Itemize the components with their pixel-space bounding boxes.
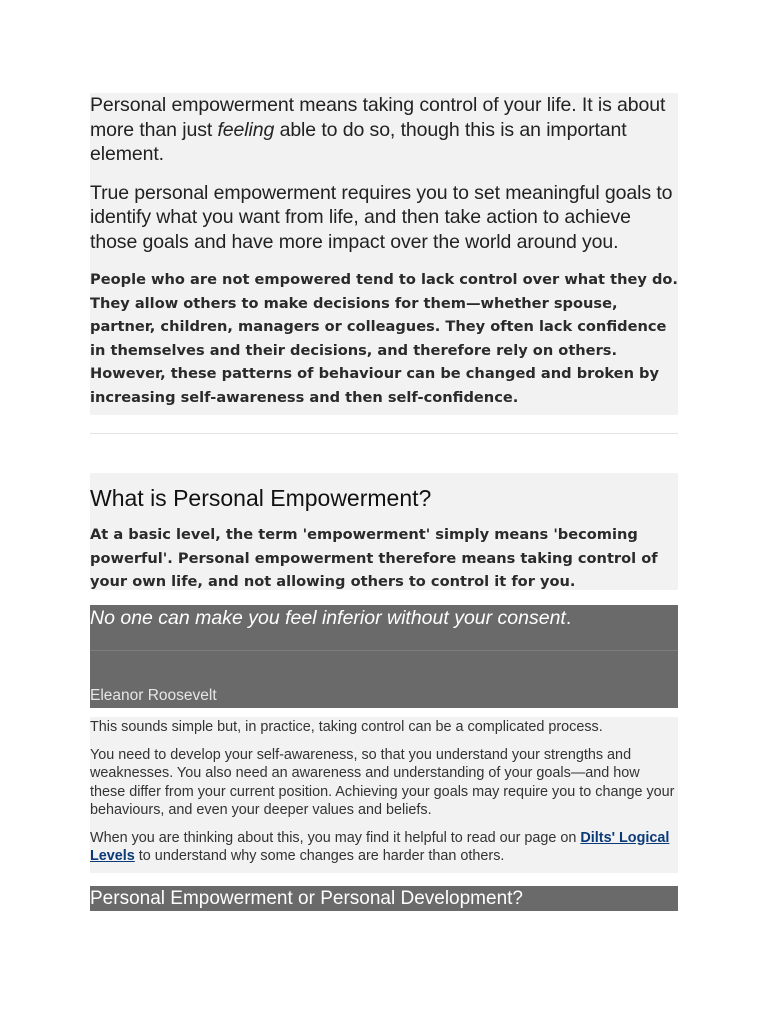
quote-text-main: No one can make you feel inferior without your consent — [90, 607, 566, 629]
next-section-heading: Personal Empowerment or Personal Development? — [90, 886, 678, 911]
intro-p1-text-b: able to do so, though this is an important element. — [90, 118, 627, 165]
body-paragraph-1: This sounds simple but, in practice, taking control can be a complicated process. — [90, 719, 603, 735]
body-section — [90, 717, 678, 873]
quote-separator — [90, 650, 678, 651]
quote-text — [90, 605, 678, 630]
intro-p1-text-a: Personal empowerment means taking control of your life. It is about more than just — [90, 94, 666, 141]
body-p3-text-a: When you are thinking about this, you may find it helpful to read our page on — [90, 829, 581, 846]
section-heading: What is Personal Empowerment? — [90, 485, 432, 511]
intro-p1-emphasis: feeling — [217, 118, 275, 141]
body-paragraph-2: You need to develop your self-awareness, so that you understand your strengths and weaknesses. You also need an awareness and understanding of your goals—and how these differ from your current position. Achieving your goals may require you to change your behaviours, and even your deeper values and beliefs. — [90, 746, 675, 818]
section-paragraph: At a basic level, the term 'empowerment' simply means 'becoming powerful'. Personal empowerment therefore means taking control of your own life, and not allowing others to control it for you. — [90, 526, 658, 590]
quote-box — [90, 605, 678, 708]
quote-author: Eleanor Roosevelt — [90, 687, 217, 704]
definition-section — [90, 473, 678, 590]
body-paragraph-3 — [90, 829, 678, 866]
quote-period: . — [565, 607, 572, 629]
dilts-logical-levels-link[interactable]: Dilts' Logical Levels — [90, 829, 670, 864]
intro-paragraph-2: True personal empowerment requires you to set meaningful goals to identify what you want from life, and then take action to achieve those goals and have more impact over the world around you. — [90, 181, 673, 253]
intro-paragraph-3: People who are not empowered tend to lack control over what they do. They allow others to make decisions for them—whether spouse, partner, children, managers or colleagues. They often lack confidence in themselves and their decisions, and therefore rely on others. However, these patterns of behaviour can be changed and broken by increasing self-awareness and then self-confidence. — [90, 271, 678, 406]
body-p3-text-b: to understand why some changes are harder than others. — [134, 848, 505, 864]
divider — [90, 433, 678, 434]
intro-paragraph-1 — [90, 93, 678, 167]
intro-section — [90, 93, 678, 415]
